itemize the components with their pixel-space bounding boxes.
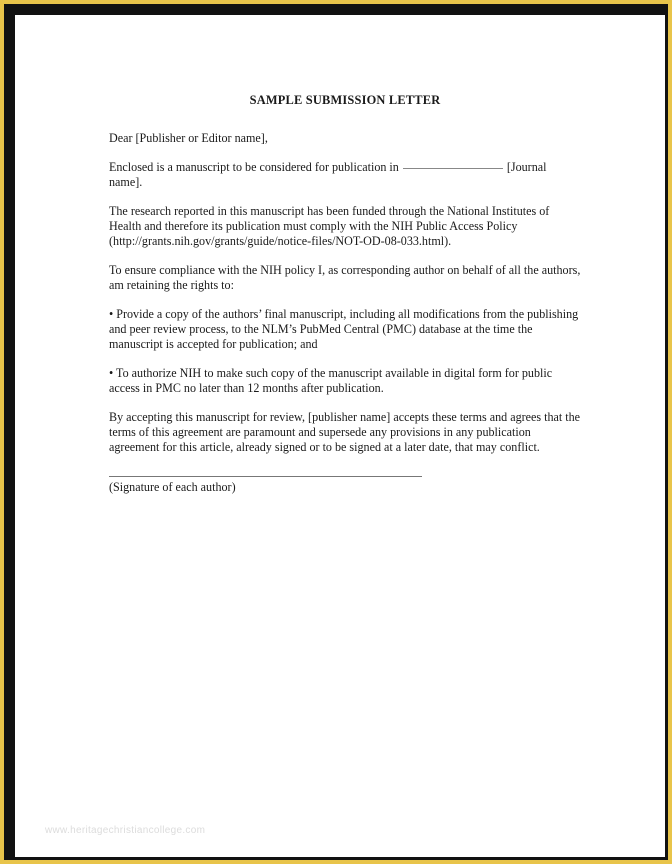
signature-label: (Signature of each author) [109,480,236,495]
compliance-paragraph: To ensure compliance with the NIH policy I, as corresponding author on behalf of all the authors, am retaining the rights to: [109,263,581,292]
bullet-item-authorize-nih: • To authorize NIH to make such copy of the manuscript available in digital form for public access in PMC no later than 12 months after publication. [109,366,553,395]
letter-body [109,93,581,495]
accepting-paragraph: By accepting this manuscript for review, [publisher name] accepts these terms and agrees that the terms of this agreement are paramount and supersede any provisions in any publication agreement for this article, already signed or to be signed at a later date, that may conflict. [109,410,581,454]
bullet-item-provide-copy: • Provide a copy of the authors’ final manuscript, including all modifications from the publishing and peer review process, to the NLM’s PubMed Central (PMC) database at the time the manuscript is accepted for publication; and [109,307,579,351]
enclosed-text: Enclosed is a manuscript to be considered for publication in [109,160,399,175]
signature-line [109,476,422,477]
letter-title: SAMPLE SUBMISSION LETTER [249,93,441,107]
watermark: www.heritagechristiancollege.com [45,825,206,836]
document-frame [4,4,668,860]
journal-name-placeholder: [Journal name]. [109,160,547,189]
salutation: Dear [Publisher or Editor name], [109,130,268,145]
research-paragraph: The research reported in this manuscript has been funded through the National Institutes of Health and therefore its publication must comply with the NIH Public Access Policy (http://grants.nih.gov/grants/guide/notice-files/NOT-OD-08-033.html). [109,204,550,248]
enclosed-paragraph [109,160,581,189]
journal-blank-line [403,168,503,169]
letter-page [15,15,665,857]
